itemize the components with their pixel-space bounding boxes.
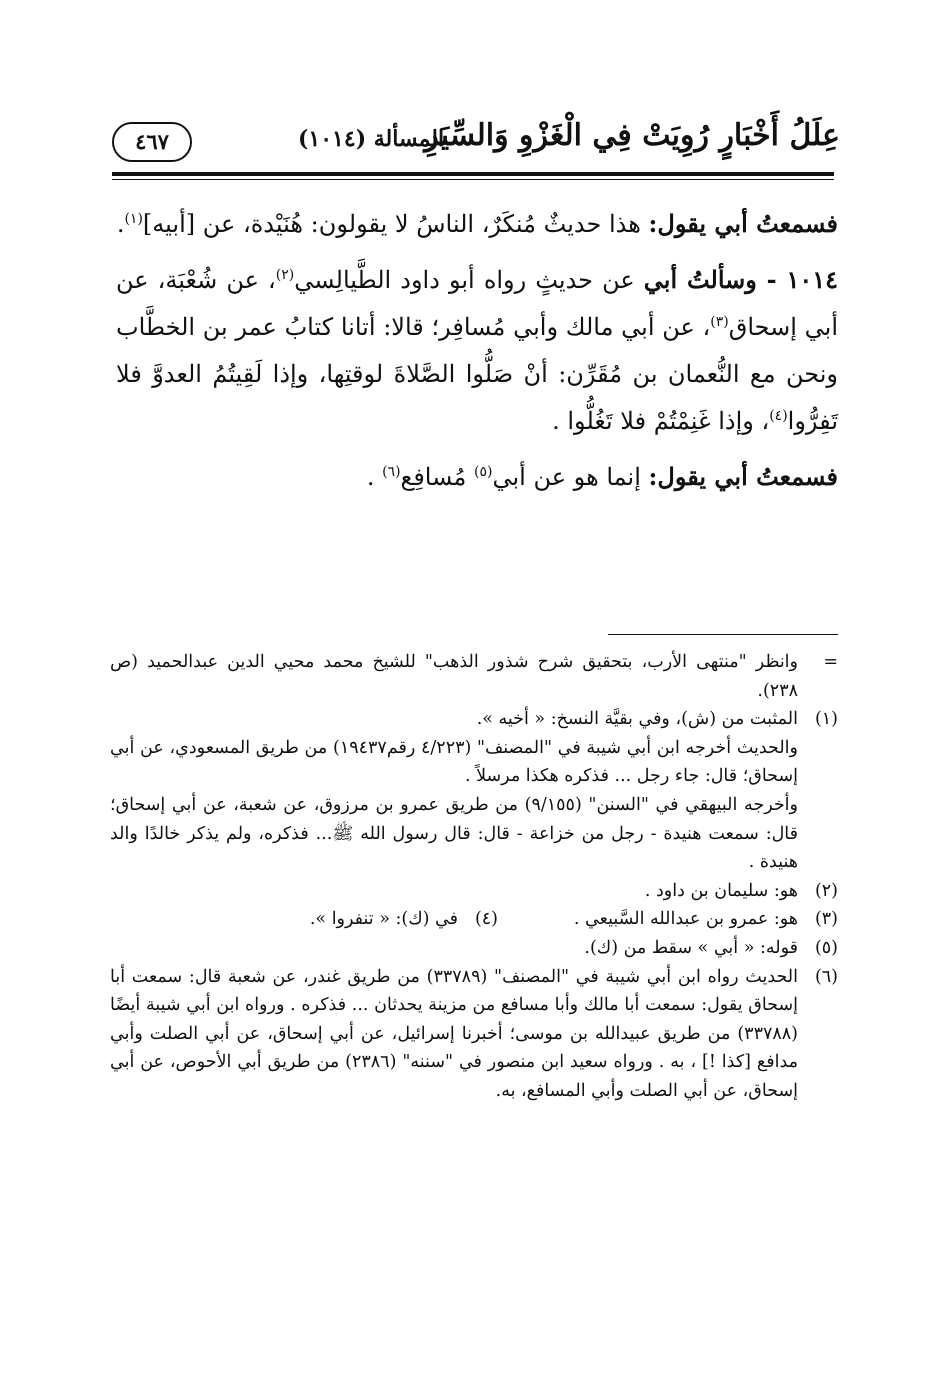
running-header xyxy=(112,118,840,168)
issue-label: المسألة (١٠١٤) xyxy=(298,126,445,152)
footnote-ref: (٢) xyxy=(275,267,295,283)
footnote-mark: (٣) xyxy=(814,909,838,930)
footnote-ref: (٥) xyxy=(474,464,493,480)
footnote-mark: (٥) xyxy=(814,937,838,958)
footnote-mark: (٤) xyxy=(474,909,498,930)
speaker-lead: فسمعتُ أبي يقول: xyxy=(648,209,838,238)
paragraph-3 xyxy=(116,453,838,501)
paragraph-text: هذا حديثٌ مُنكَرٌ، الناسُ لا يقولون: هُنَيْدة، عن [أبيه] xyxy=(142,210,649,238)
paragraph-text: ، عن أبي مالك وأبي مُسافِر؛ قالا: أتانا كتابُ عمر بن الخطَّاب ونحن مع النُّعمان بن مُقَرِّن: أنْ صَلُّوا الصَّلاةَ لوقتِها، وإذا لَقِيتُمُ العدوَّ فلا تَفِرُّوا xyxy=(116,313,838,435)
paragraph-text: . xyxy=(366,463,383,491)
footnote-mark: = xyxy=(823,652,838,672)
footnote-continuation xyxy=(110,648,838,705)
footnote-text: في (ك): « تنفروا ». xyxy=(309,909,458,930)
footnote-ref: (١) xyxy=(124,211,143,227)
footnote-3-4-row xyxy=(110,905,838,934)
footnote-ref: (٦) xyxy=(382,464,401,480)
speaker-lead: فسمعتُ أبي يقول: xyxy=(648,462,838,491)
paragraph-text: ، وإذا غَنِمْتُمْ فلا تَغُلُّوا . xyxy=(552,407,770,435)
paragraph-2 xyxy=(116,256,838,445)
footnote-mark: (١) xyxy=(814,709,838,730)
footnote-text: والحديث أخرجه ابن أبي شيبة في "المصنف" (٤/٢٢٣ رقم١٩٤٣٧) من طريق المسعودي، عن أبي إسحاق؛ قال: جاء رجل ... فذكره هكذا مرسلاً . xyxy=(110,737,798,787)
footnote-text: الحديث رواه ابن أبي شيبة في "المصنف" (٣٣٧٨٩) من طريق غندر، عن شعبة قال: سمعت أبا إسحاق يقول: سمعت أبا مالك وأبا مسافع من مزينة يحدثان ... فذكره . ورواه ابن أبي شيبة أيضًا (٣٣٧٨٨) من طريق عبيدالله بن موسى؛ أخبرنا إسرائيل، عن أبي إسحاق، عن أبي الصلت وأبي مدافع [كذا !] ، به . ورواه سعيد ابن منصور في "سننه" (٢٣٨٦) من طريق أبي الأحوص، عن أبي إسحاق، عن أبي الصلت وأبي المسافع، به. xyxy=(110,966,799,1101)
footnote-3 xyxy=(498,905,838,934)
footnote-text: وانظر "منتهى الأرب، بتحقيق شرح شذور الذهب" للشيخ محمد محيي الدين عبدالحميد (ص ٢٣٨). xyxy=(110,652,798,701)
paragraph-text: عن حديثٍ رواه أبو داود الطَّيالِسي xyxy=(294,266,644,294)
footnote-ref: (٣) xyxy=(710,314,729,330)
footnote-5 xyxy=(110,934,838,963)
paragraph-text: مُسافِع xyxy=(400,463,474,491)
paragraph-1 xyxy=(116,200,838,248)
footnote-2 xyxy=(110,877,838,906)
paragraph-text: . xyxy=(116,210,125,238)
header-rule-thin xyxy=(112,179,834,180)
footnote-text: المثبت من (ش)، وفي بقيَّة النسخ: « أخيه ». xyxy=(476,709,798,730)
footnote-text: هو: عمرو بن عبدالله السَّبيعي . xyxy=(573,909,798,930)
footnote-6 xyxy=(110,963,838,1106)
footnote-1 xyxy=(110,705,838,877)
footnote-text: هو: سليمان بن داود . xyxy=(644,880,798,901)
paragraph-text: ، عن شُعْبَة، عن أبي إسحاق xyxy=(116,266,838,341)
paragraph-text: إنما هو عن أبي xyxy=(492,463,649,491)
header-rule-thick xyxy=(112,172,834,176)
page-number: ٤٦٧ xyxy=(112,122,192,162)
footnote-4 xyxy=(110,905,498,934)
footnote-mark: (٢) xyxy=(814,880,838,901)
book-title: عِلَلُ أَخْبَارٍ رُوِيَتْ فِي الْغَزْوِ وَالسِّيَرِ xyxy=(424,118,840,153)
question-lead: ١٠١٤ - وسألتُ أبي xyxy=(643,265,838,294)
footnote-separator xyxy=(608,634,838,635)
footnotes xyxy=(110,648,838,1106)
main-text xyxy=(116,200,838,501)
footnote-text: قوله: « أبي » سقط من (ك). xyxy=(584,937,798,958)
footnote-mark: (٦) xyxy=(814,966,838,987)
footnote-ref: (٤) xyxy=(769,408,788,424)
footnote-text: وأخرجه البيهقي في "السنن" (٩/١٥٥) من طريق عمرو بن مرزوق، عن شعبة، عن أبي إسحاق؛ قال: سمعت هنيدة - رجل من خزاعة - قال: قال رسول الله ﷺ... فذكره، ولم يذكر خالدًا والد هنيدة . xyxy=(110,794,798,873)
